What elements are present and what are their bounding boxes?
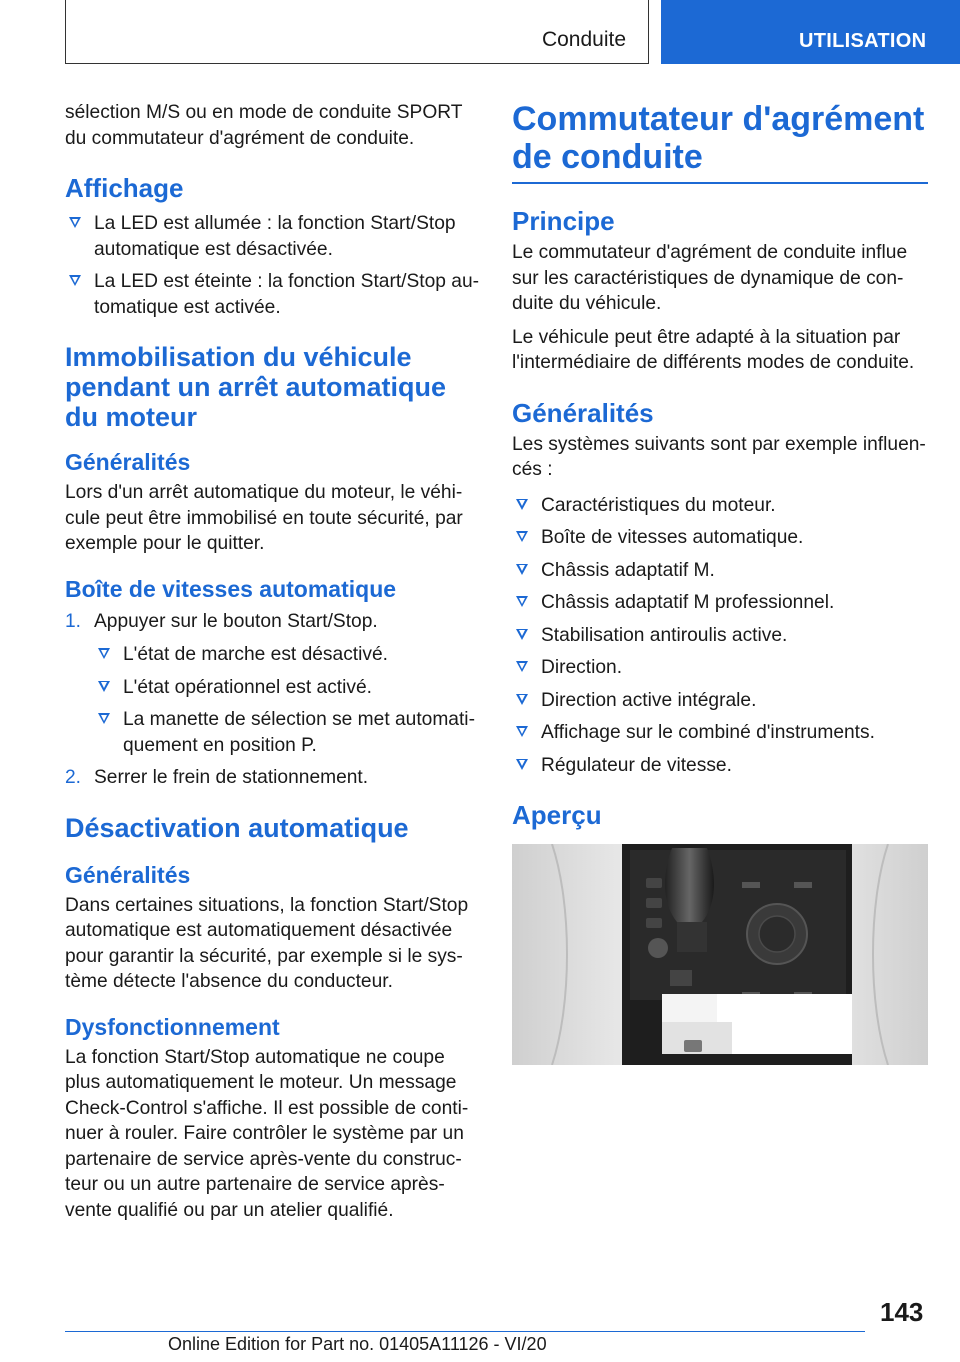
generalites-paragraph: Les systèmes suivants sont par exemple influen- cés :	[512, 433, 926, 480]
intro-paragraph: sélection M/S ou en mode de conduite SPORT du commutateur d'agrément de conduite.	[65, 102, 463, 149]
list-item: 2. Serrer le frein de stationnement.	[65, 765, 480, 791]
principe-paragraph-1: Le commutateur d'agrément de conduite influe sur les caractéristiques de dynamique de con- duite du véhicule.	[512, 242, 908, 314]
triangle-bullet-icon	[98, 713, 110, 724]
affichage-list	[65, 211, 480, 320]
section-apercu-title: Aperçu	[512, 800, 602, 830]
section-generalites-title: Généralités	[512, 397, 654, 428]
list-item: Régulateur de vitesse.	[512, 753, 928, 779]
triangle-bullet-icon	[98, 648, 110, 659]
list-item: Stabilisation antiroulis active.	[512, 623, 928, 649]
header-section-title: Conduite	[541, 28, 626, 51]
title-rule	[512, 182, 928, 184]
substeps-list	[94, 642, 480, 758]
list-item: L'état opérationnel est activé.	[94, 675, 480, 701]
list-item: L'état de marche est désactivé.	[94, 642, 480, 668]
triangle-bullet-icon	[69, 275, 81, 286]
center-console-illustration	[512, 844, 928, 1065]
step-number: 2.	[65, 767, 82, 788]
footer-rule	[65, 1331, 865, 1332]
list-item: Direction.	[512, 655, 928, 681]
list-item: La LED est éteinte : la fonction Start/Stop au- tomatique est activée.	[65, 269, 480, 320]
systems-list	[512, 493, 928, 779]
list-item: Affichage sur le combiné d'instruments.	[512, 720, 928, 746]
triangle-bullet-icon	[98, 681, 110, 692]
dysfonctionnement-paragraph: La fonction Start/Stop automatique ne coupe plus automatiquement le moteur. Un message Check-Control s'affiche. Il est possible de conti- nuer à rouler. Faire contrôler le système par un partenaire de service après-vente du construc- teur ou un autre partenaire de service après- vente qualifié ou par un atelier qualifié.	[65, 1046, 469, 1221]
triangle-bullet-icon	[516, 759, 528, 770]
section-affichage-title: Affichage	[65, 173, 184, 203]
page-number: 143	[880, 1297, 924, 1327]
step-number: 1.	[65, 610, 82, 632]
chapter-title: Commutateur d'agrément de conduite	[512, 100, 925, 176]
list-item: Châssis adaptatif M.	[512, 558, 928, 584]
list-item: Caractéristiques du moteur.	[512, 493, 928, 519]
list-item: La manette de sélection se met automati- quement en position P.	[94, 707, 480, 758]
triangle-bullet-icon	[516, 694, 528, 705]
subsection-generalites-title: Généralités	[65, 861, 191, 888]
center-console-image	[512, 844, 928, 1065]
list-item: Boîte de vitesses automatique.	[512, 525, 928, 551]
list-item: 1. Appuyer sur le bouton Start/Stop. L'état de marche est désactivé. L'état opérationnel est activé. La manette de sélection se met automati- quement en position P.	[65, 609, 480, 759]
left-column	[65, 100, 480, 1231]
footer-edition-text: Online Edition for Part no. 01405A11126 - VI/20	[168, 1334, 547, 1354]
triangle-bullet-icon	[516, 629, 528, 640]
triangle-bullet-icon	[516, 531, 528, 542]
list-item: Direction active intégrale.	[512, 688, 928, 714]
section-immobilisation-title: Immobilisation du véhicule pendant un arrêt automatique du moteur	[65, 342, 447, 432]
generalites-paragraph: Lors d'un arrêt automatique du moteur, le véhi- cule peut être immobilisé en toute sécurité, par exemple pour le quitter.	[65, 482, 463, 554]
subsection-dysfonctionnement-title: Dysfonctionnement	[65, 1013, 280, 1040]
triangle-bullet-icon	[516, 499, 528, 510]
right-column	[512, 100, 928, 1065]
header-chapter-tab: UTILISATION	[661, 0, 960, 64]
list-item: Châssis adaptatif M professionnel.	[512, 590, 928, 616]
principe-paragraph-2: Le véhicule peut être adapté à la situation par l'intermédiaire de différents modes de conduite.	[512, 326, 915, 373]
triangle-bullet-icon	[516, 596, 528, 607]
triangle-bullet-icon	[69, 217, 81, 228]
triangle-bullet-icon	[516, 726, 528, 737]
section-desactivation-title: Désactivation automatique	[65, 812, 409, 843]
subsection-boite-title: Boîte de vitesses automatique	[65, 575, 397, 602]
header-box	[65, 0, 649, 64]
steps-list	[65, 609, 480, 791]
list-item: La LED est allumée : la fonction Start/Stop automatique est désactivée.	[65, 211, 480, 262]
section-principe-title: Principe	[512, 206, 615, 236]
subsection-generalites-title: Généralités	[65, 449, 191, 475]
triangle-bullet-icon	[516, 564, 528, 575]
desactivation-generalites-paragraph: Dans certaines situations, la fonction Start/Stop automatique est automatiquement désactivée pour garantir la sécurité, par exemple si le sys- tème détecte l'absence du conducteur.	[65, 894, 469, 992]
triangle-bullet-icon	[516, 661, 528, 672]
